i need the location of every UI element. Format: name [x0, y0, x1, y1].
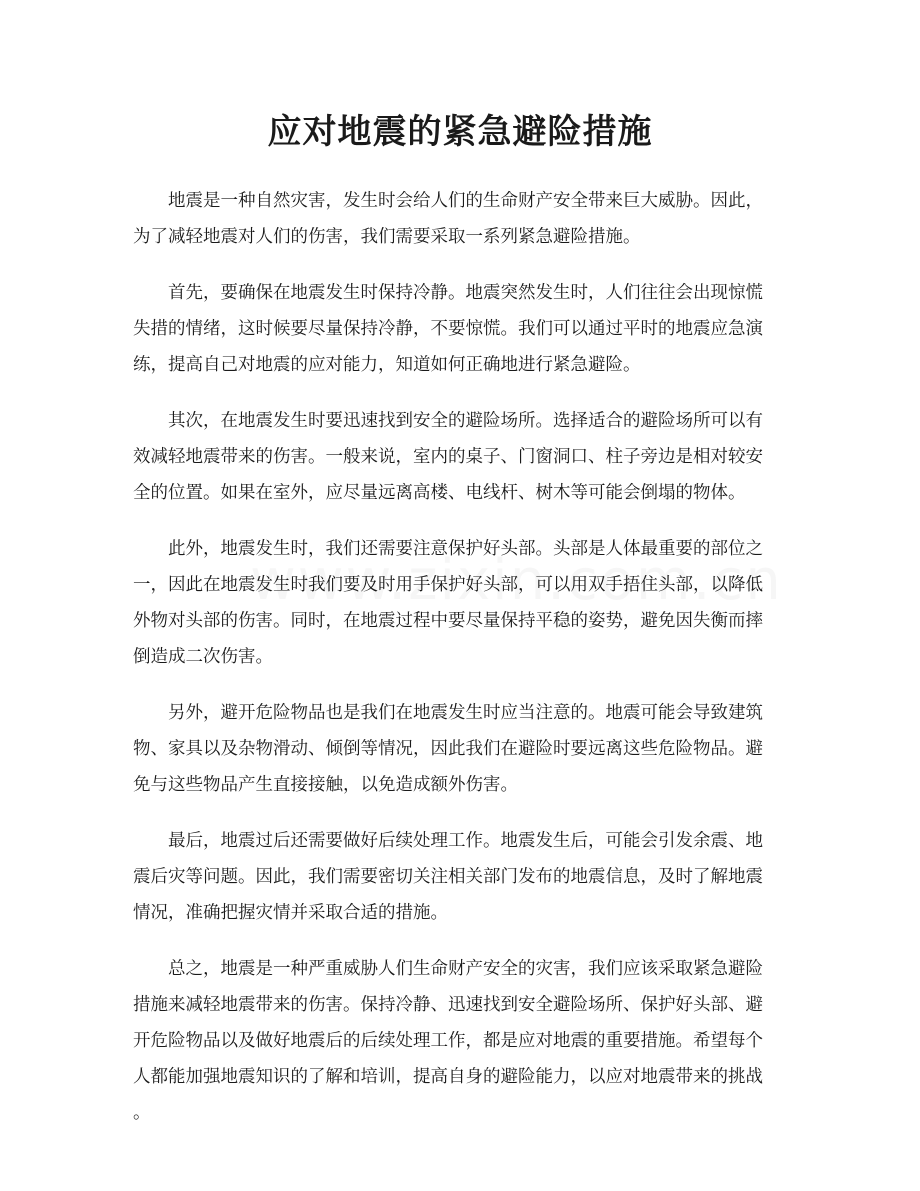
paragraph-line: 另外，避开危险物品也是我们在地震发生时应当注意的。地震可能会导致建筑 [168, 703, 763, 723]
paragraph-line: 首先，要确保在地震发生时保持冷静。地震突然发生时，人们往往会出现惊慌 [168, 283, 763, 303]
paragraph-line: 地震是一种自然灾害，发生时会给人们的生命财产安全带来巨大威胁。因此， [168, 191, 763, 211]
paragraph-line: 失措的情绪，这时候要尽量保持冷静，不要惊慌。我们可以通过平时的地震应急演 [133, 319, 763, 339]
paragraph [133, 403, 793, 511]
paragraph-line: 练，提高自己对地震的应对能力，知道如何正确地进行紧急避险。 [133, 355, 641, 375]
paragraph [133, 695, 793, 803]
document-body [133, 183, 793, 1151]
paragraph [133, 183, 793, 255]
paragraph-line: 外物对头部的伤害。同时，在地震过程中要尽量保持平稳的姿势，避免因失衡而摔 [133, 611, 763, 631]
paragraph-line: 倒造成二次伤害。 [133, 647, 273, 667]
paragraph-line: 震后灾等问题。因此，我们需要密切关注相关部门发布的地震信息，及时了解地震 [133, 867, 763, 887]
paragraph-line: 。 [133, 1103, 151, 1123]
paragraph-line: 开危险物品以及做好地震后的后续处理工作，都是应对地震的重要措施。希望每个 [133, 1031, 763, 1051]
paragraph-line: 措施来减轻地震带来的伤害。保持冷静、迅速找到安全避险场所、保护好头部、避 [133, 995, 763, 1015]
paragraph [133, 531, 793, 675]
paragraph-line: 总之，地震是一种严重威胁人们生命财产安全的灾害，我们应该采取紧急避险 [168, 959, 763, 979]
paragraph-line: 为了减轻地震对人们的伤害，我们需要采取一系列紧急避险措施。 [133, 227, 641, 247]
paragraph-line: 其次，在地震发生时要迅速找到安全的避险场所。选择适合的避险场所可以有 [168, 411, 763, 431]
paragraph-line: 一，因此在地震发生时我们要及时用手保护好头部，可以用双手捂住头部，以降低 [133, 575, 763, 595]
paragraph-line: 人都能加强地震知识的了解和培训，提高自身的避险能力，以应对地震带来的挑战 [133, 1067, 763, 1087]
paragraph-line: 全的位置。如果在室外，应尽量远离高楼、电线杆、树木等可能会倒塌的物体。 [133, 483, 746, 503]
paragraph-line: 情况，准确把握灾情并采取合适的措施。 [133, 903, 448, 923]
paragraph [133, 951, 793, 1131]
paragraph-line: 此外，地震发生时，我们还需要注意保护好头部。头部是人体最重要的部位之 [168, 539, 763, 559]
paragraph-line: 最后，地震过后还需要做好后续处理工作。地震发生后，可能会引发余震、地 [168, 831, 763, 851]
paragraph-line: 物、家具以及杂物滑动、倾倒等情况，因此我们在避险时要远离这些危险物品。避 [133, 739, 763, 759]
paragraph-line: 效减轻地震带来的伤害。一般来说，室内的桌子、门窗洞口、柱子旁边是相对较安 [133, 447, 763, 467]
document-title: 应对地震的紧急避险措施 [267, 112, 653, 152]
paragraph-line: 免与这些物品产生直接接触，以免造成额外伤害。 [133, 775, 518, 795]
paragraph [133, 275, 793, 383]
paragraph [133, 823, 793, 931]
